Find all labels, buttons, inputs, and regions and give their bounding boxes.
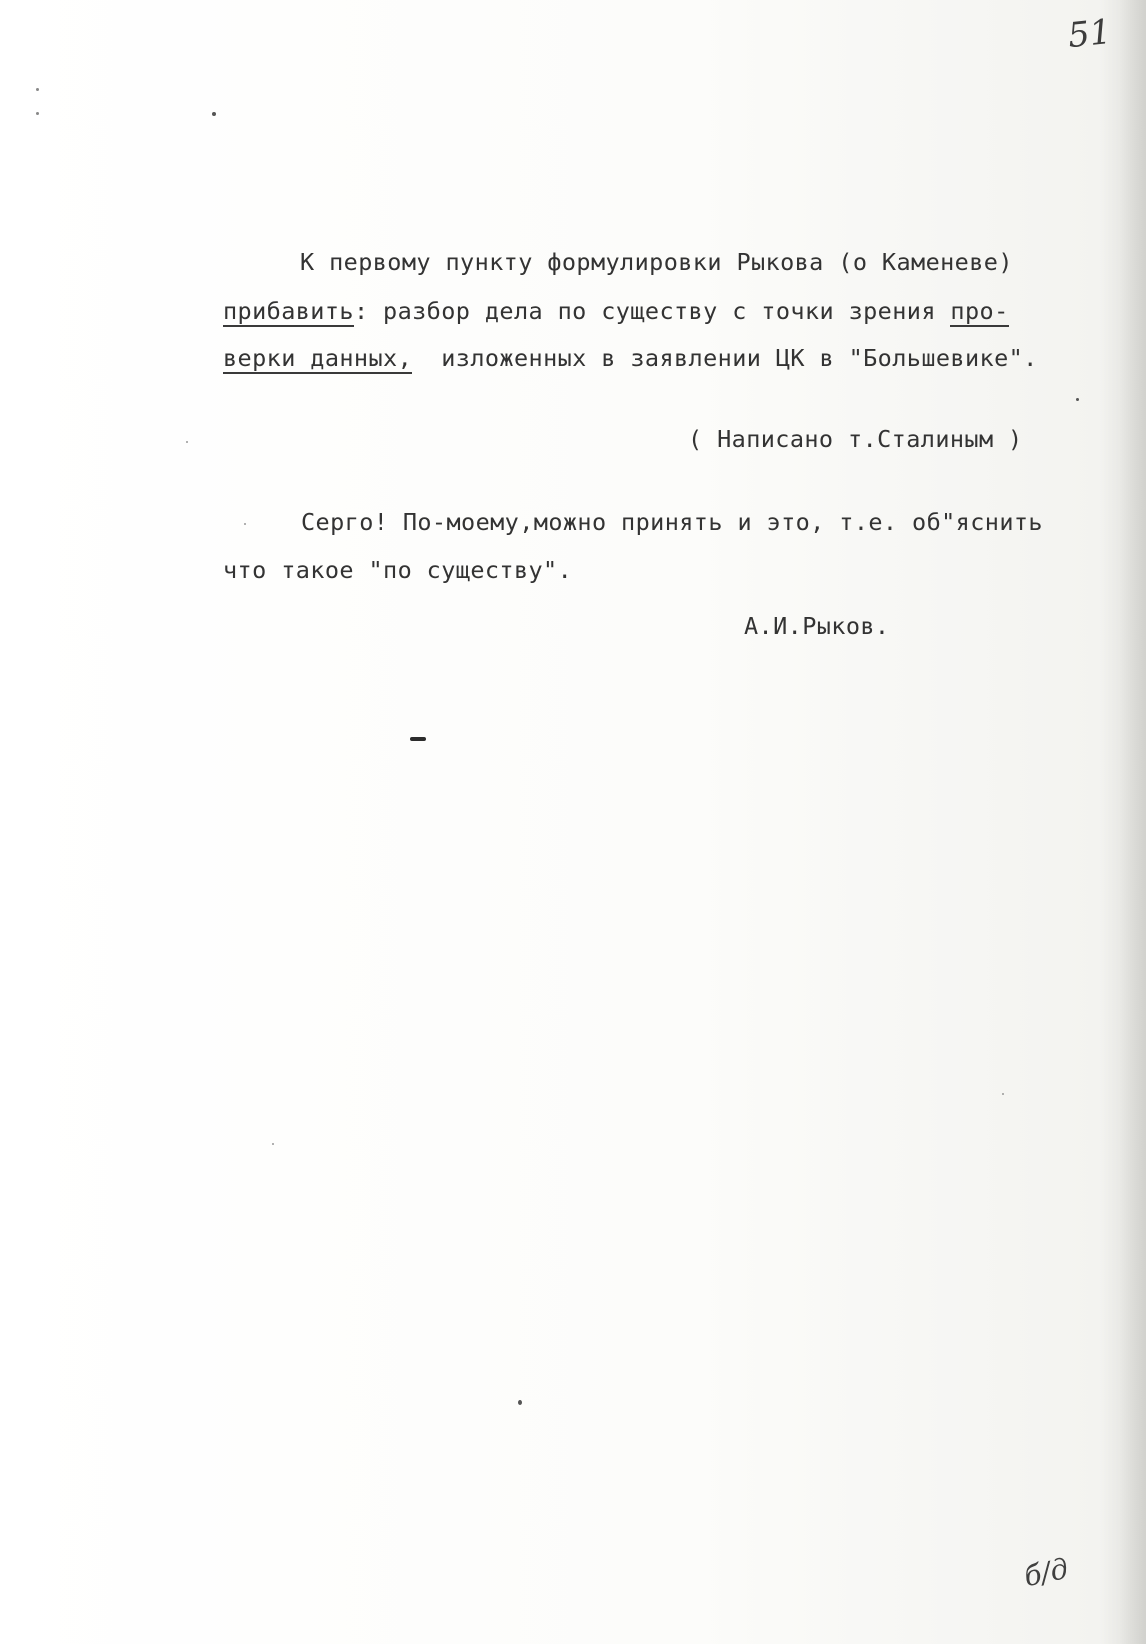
dust-speck [272,1143,274,1145]
page-number: 51 [1066,11,1114,57]
paragraph-1-line-2-text: : разбор дела по существу с точки зрения [353,297,951,325]
signature: А.И.Рыков. [744,612,890,640]
paragraph-1-line-1: К первому пункту формулировки Рыкова (о Каменеве) [300,248,1013,276]
page-edge-shadow [1120,0,1146,1644]
paragraph-1-line-3-text: изложенных в заявлении ЦК в "Большевике". [412,344,1038,372]
handwritten-mark: б/д [1021,1551,1072,1594]
dust-speck [244,523,246,525]
underlined-word-pro: про- [950,297,1009,325]
dust-speck [36,112,39,115]
underlined-word-add: прибавить [223,297,354,325]
dust-speck [518,1400,522,1405]
dust-speck [186,441,188,443]
dust-speck [1002,1093,1004,1095]
dust-speck [1076,398,1079,401]
ink-dash [410,737,426,741]
dust-speck [36,88,39,91]
paragraph-2-line-2: что такое "по существу". [223,556,573,584]
paragraph-1-line-2 [223,297,1009,327]
underlined-phrase-data: верки данных, [223,344,413,372]
dust-speck [212,112,216,116]
attribution-note: ( Написано т.Сталиным ) [688,425,1023,453]
paragraph-1-line-3 [223,344,1038,374]
paragraph-2-line-1: Серго! По-моему,можно принять и это, т.е. об"яснить [301,508,1043,536]
